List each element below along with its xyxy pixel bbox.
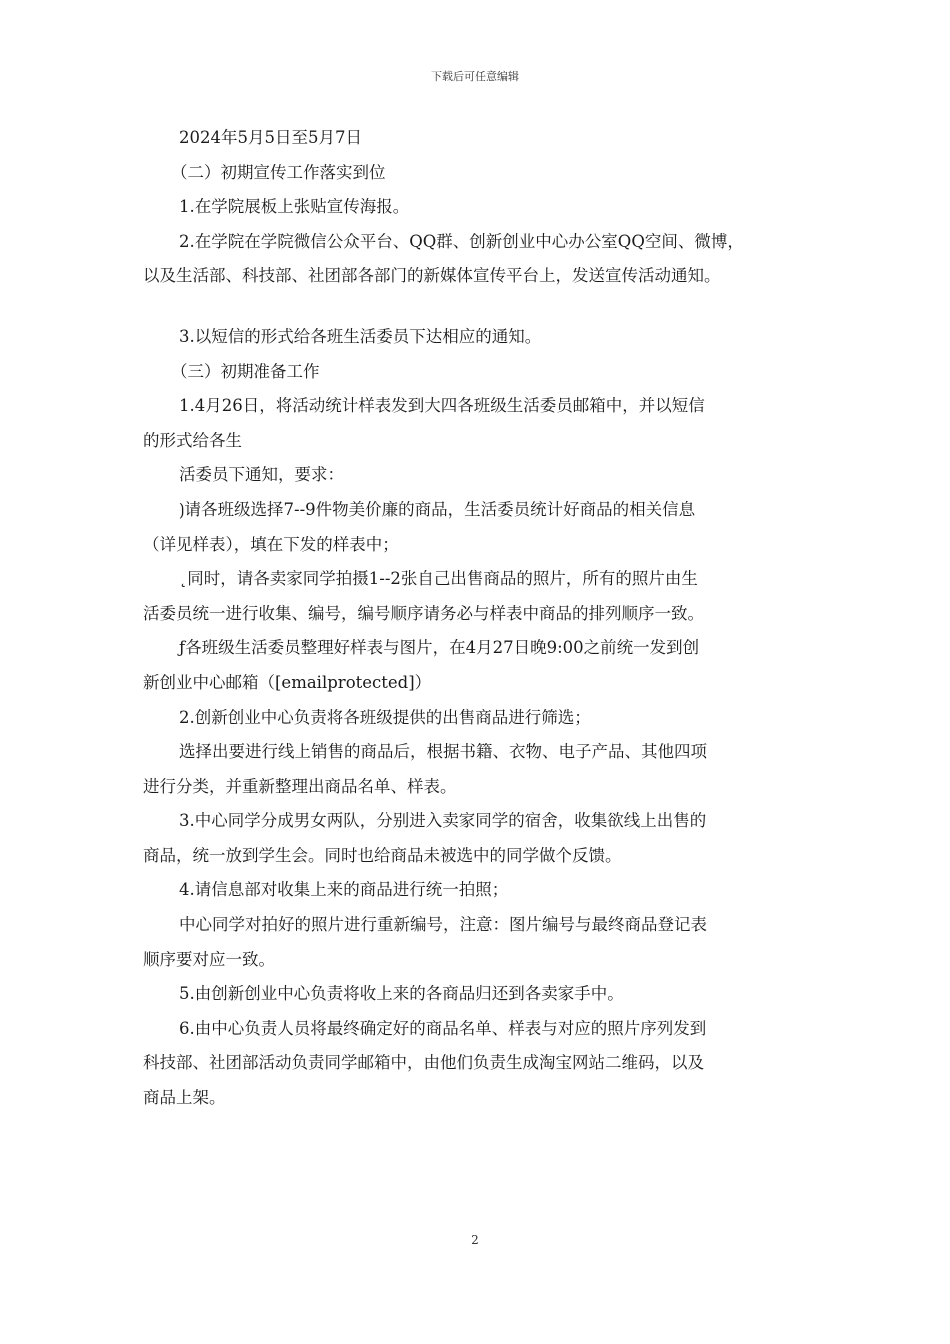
paragraph-line: 选择出要进行线上销售的商品后，根据书籍、衣物、电子产品、其他四项 bbox=[179, 742, 707, 762]
paragraph-line: 进行分类，并重新整理出商品名单、样表。 bbox=[143, 776, 457, 796]
paragraph-line: 商品上架。 bbox=[143, 1088, 226, 1108]
paragraph-line: 顺序要对应一致。 bbox=[143, 949, 275, 969]
paragraph-line: （详见样表），填在下发的样表中； bbox=[143, 534, 399, 554]
page-number: 2 bbox=[471, 1233, 479, 1247]
paragraph-line: 中心同学对拍好的照片进行重新编号，注意：图片编号与最终商品登记表 bbox=[179, 915, 707, 935]
paragraph-gap bbox=[143, 294, 811, 320]
paragraph-line: 科技部、社团部活动负责同学邮箱中，由他们负责生成淘宝网站二维码，以及 bbox=[143, 1053, 704, 1073]
section-heading-2: （二）初期宣传工作落实到位 bbox=[171, 162, 386, 182]
paragraph-line: 5.由创新创业中心负责将收上来的各商品归还到各卖家手中。 bbox=[179, 984, 624, 1004]
page-header: 下载后可任意编辑 bbox=[431, 70, 519, 83]
section-heading-3: （三）初期准备工作 bbox=[171, 361, 320, 381]
paragraph-line: 3.中心同学分成男女两队，分别进入卖家同学的宿舍，收集欲线上出售的 bbox=[179, 811, 707, 831]
paragraph-line: 活委员下通知，要求： bbox=[179, 465, 344, 485]
paragraph-line: 3.以短信的形式给各班生活委员下达相应的通知。 bbox=[179, 326, 542, 346]
paragraph-line: 2.在学院在学院微信公众平台、QQ群、创新创业中心办公室QQ空间、微博， bbox=[179, 231, 744, 251]
paragraph-line: 以及生活部、科技部、社团部各部门的新媒体宣传平台上，发送宣传活动通知。 bbox=[143, 266, 721, 286]
paragraph-line: ƒ各班级生活委员整理好样表与图片，在4月27日晚9:00之前统一发到创 bbox=[179, 638, 700, 658]
paragraph-line: 活委员统一进行收集、编号，编号顺序请务必与样表中商品的排列顺序一致。 bbox=[143, 603, 704, 623]
paragraph-line: 2.创新创业中心负责将各班级提供的出售商品进行筛选； bbox=[179, 707, 591, 727]
date-range-line: 2024年5月5日至5月7日 bbox=[179, 128, 362, 147]
paragraph-line: 的形式给各生 bbox=[143, 430, 242, 450]
paragraph-line: 1.在学院展板上张贴宣传海报。 bbox=[179, 197, 410, 217]
paragraph-line: 商品，统一放到学生会。同时也给商品未被选中的同学做个反馈。 bbox=[143, 845, 622, 865]
paragraph-line: ˛同时，请各卖家同学拍摄1--2张自己出售商品的照片，所有的照片由生 bbox=[179, 569, 698, 589]
paragraph-line: 新创业中心邮箱（[emailprotected]） bbox=[143, 672, 432, 692]
paragraph-line: 1.4月26日，将活动统计样表发到大四各班级生活委员邮箱中，并以短信 bbox=[179, 396, 705, 416]
paragraph-line: ⟯请各班级选择7--9件物美价廉的商品，生活委员统计好商品的相关信息 bbox=[179, 499, 696, 519]
paragraph-line: 4.请信息部对收集上来的商品进行统一拍照； bbox=[179, 880, 509, 900]
document-body bbox=[143, 121, 811, 1116]
paragraph-line: 6.由中心负责人员将最终确定好的商品名单、样表与对应的照片序列发到 bbox=[179, 1018, 707, 1038]
